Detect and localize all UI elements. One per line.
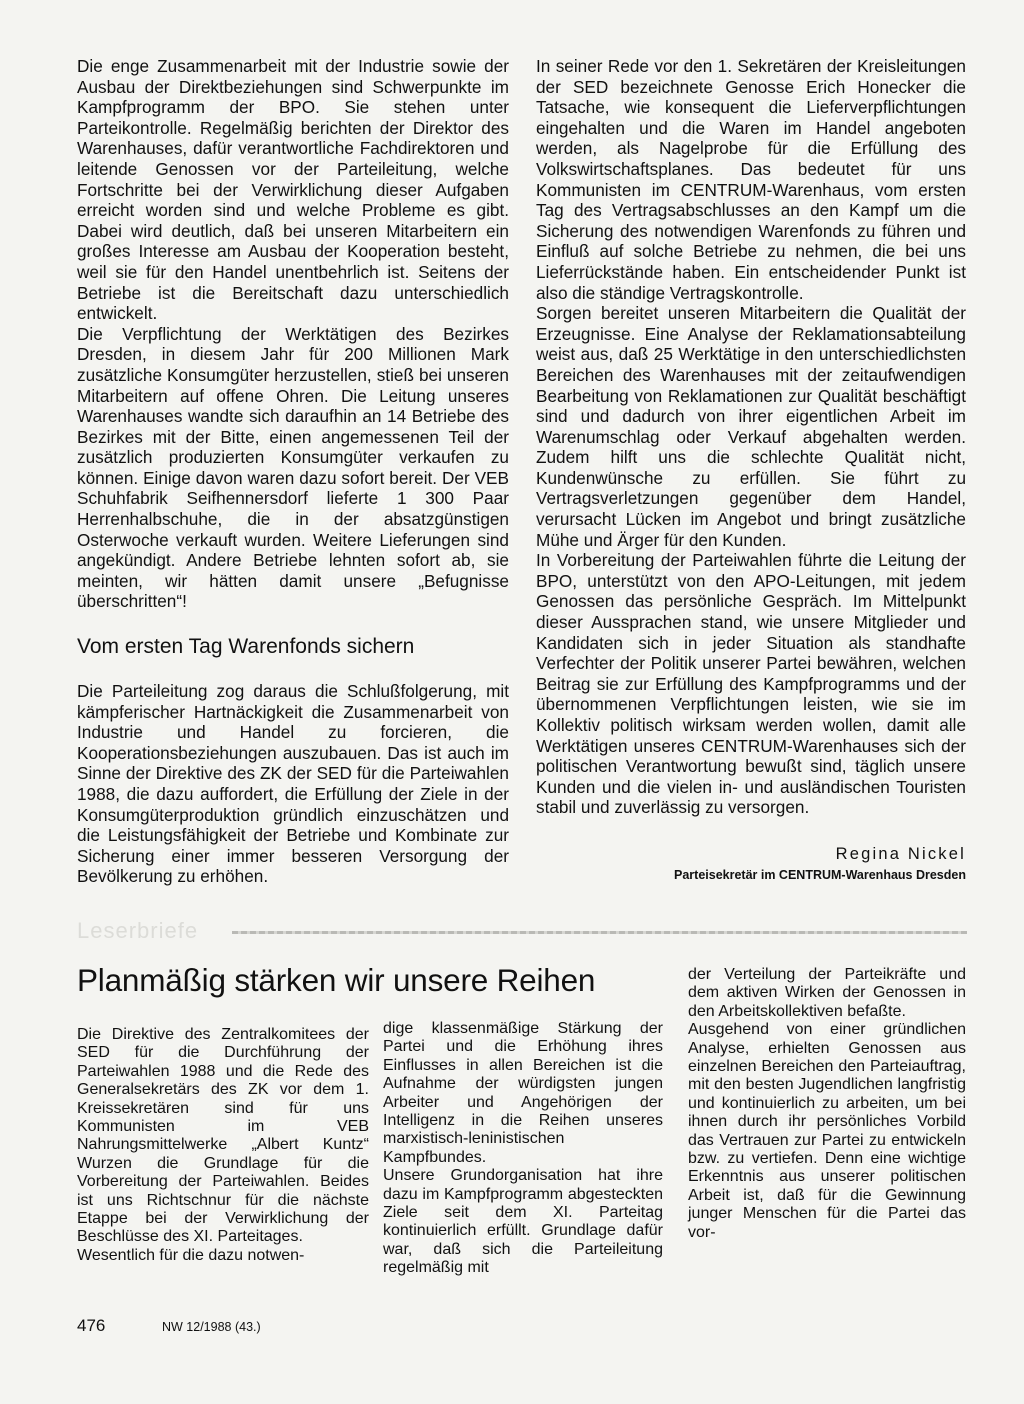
paragraph: Ausgehend von einer gründlichen Analyse, erhielten Genossen aus einzelnen Bereichen den Parteiauftrag, mit den besten Jugendlichen langfristig und kontinuierlich zu arbeiten, um bei ihnen durch ihr persönliches Vorbild das Vertrauen zur Partei zu entwickeln bzw. zu vertiefen. Denn eine wichtige Erkenntnis aus unserer politischen Arbeit ist, daß für die Gewinnung junger Menschen für die Partei das vor- [688,1021,966,1241]
letter-column-3 [688,966,966,1242]
letter-headline: Planmäßig stärken wir unsere Reihen [77,962,596,998]
article-column-left-continued [77,681,509,887]
paragraph: dige klassenmäßige Stärkung der Partei und die Erhöhung ihres Einflusses in allen Bereichen ist die Aufnahme der würdigsten jungen Arbeiter und Angehörigen der Intelligenz in die Reihen unseres marxistisch-leninistischen Kampfbundes. [383,1020,663,1166]
subheading: Vom ersten Tag Warenfonds sichern [77,635,415,658]
issue-label: NW 12/1988 (43.) [162,1320,261,1334]
paragraph: Die Verpflichtung der Werktätigen des Bezirkes Dresden, in diesem Jahr für 200 Millionen Mark zusätzliche Konsumgüter herzustellen, stieß bei unseren Mitarbeitern auf offene Ohren. Die Leitung unseres Warenhauses wandte sich daraufhin an 14 Betriebe des Bezirkes mit der Bitte, einen angemessenen Teil der zusätzlich produzierten Konsumgüter verkaufen zu können. Einige davon waren dazu sofort bereit. Der VEB Schuhfabrik Seifhennersdorf lieferte 1 300 Paar Herrenhalbschuhe, die in der absatzgünstigen Osterwoche verkauft wurden. Weitere Lieferungen sind angekündigt. Andere Betriebe lehnten sofort ab, sie meinten, wir hätten damit unsere „Befugnisse überschritten“! [77,323,509,612]
section-divider [232,931,967,934]
paragraph: Die enge Zusammenarbeit mit der Industrie sowie der Ausbau der Direktbeziehungen sind Schwerpunkte im Kampfprogramm der BPO. Sie stehen unter Parteikontrolle. Regelmäßig berichten der Direktor des Warenhauses, dafür verantwortliche Fachdirektoren und leitende Genossen vor der Parteileitung, welche Fortschritte bei der Verwirklichung dieser Aufgaben erreicht worden sind und welche Probleme es gibt. Dabei wird deutlich, daß bei unseren Mitarbeitern ein großes Interesse am Ausbau der Kooperation besteht, weil sie für den Handel unentbehrlich ist. Seitens der Betriebe ist die Bereitschaft dazu unterschiedlich entwickelt. [77,56,509,324]
paragraph: der Verteilung der Parteikräfte und dem aktiven Wirken der Genossen in den Arbeitskollektiven befaßte. [688,966,966,1020]
paragraph: Die Parteileitung zog daraus die Schlußfolgerung, mit kämpferischer Hartnäckigkeit die Zusammenarbeit von Industrie und Handel zu forcieren, die Kooperationsbeziehungen auszubauen. Das ist auch im Sinne der Direktive des ZK der SED für die Parteiwahlen 1988, die dazu auffordert, die Erfüllung der Ziele in der Konsumgüterproduktion gründlich einzuschätzen und die Leistungsfähigkeit der Betriebe und Kombinate zur Sicherung einer immer besseren Versorgung der Bevölkerung zu erhöhen. [77,681,509,887]
letter-column-1 [77,1026,369,1265]
paragraph: Wesentlich für die dazu notwen- [77,1246,305,1264]
article-column-left [77,56,509,612]
author-role: Parteisekretär im CENTRUM-Warenhaus Dresden [674,868,966,882]
section-label: Leserbriefe [77,918,199,943]
paragraph: In Vorbereitung der Parteiwahlen führte die Leitung der BPO, unterstützt von den APO-Leitungen, mit jedem Genossen das persönliche Gespräch. Im Mittelpunkt dieser Aussprachen stand, wie unsere Mitglieder und Kandidaten sich in jeder Situation als standhafte Verfechter der Politik unserer Partei bewähren, welchen Beitrag sie zur Erfüllung des Kampfprogramms und der übernommenen Verpflichtungen leisten, wie sie im Kollektiv politisch wirksam werden wollen, damit alle Werktätigen unseres CENTRUM-Warenhauses sich der politischen Verantwortung bewußt sind, täglich unsere Kunden und die vielen in- und ausländischen Touristen stabil und zuverlässig zu versorgen. [536,550,966,818]
paragraph: In seiner Rede vor den 1. Sekretären der Kreisleitungen der SED bezeichnete Genosse Erich Honecker die Tatsache, wie konsequent die Lieferverpflichtungen eingehalten und die Waren im Handel angeboten werden, als Nagelprobe für die Erfüllung des Volkswirtschaftsplanes. Das bedeutet für uns Kommunisten im CENTRUM-Warenhaus, vom ersten Tag des Vertragsabschlusses an den Kampf um die Sicherung des notwendigen Warenfonds zu führen und Einfluß auf solche Betriebe zu nehmen, die bei uns Lieferrückstände haben. Ein entscheidender Punkt ist also die ständige Vertragskontrolle. [536,56,966,303]
paragraph: Die Direktive des Zentralkomitees der SED für die Durchführung der Parteiwahlen 1988 und die Rede des Generalsekretärs des ZK vor dem 1. Kreissekretären sind für uns Kommunisten im VEB Nahrungsmittelwerke „Albert Kuntz“ Wurzen die Grundlage für die Vorbereitung der Parteiwahlen. Beides ist uns Richtschnur für die nächste Etappe bei der Verwirklichung der Beschlüsse des XI. Parteitages. [77,1026,369,1246]
letter-column-2 [383,1020,663,1278]
author-name: Regina Nickel [835,845,966,863]
paragraph: Unsere Grundorganisation hat ihre dazu im Kampfprogramm abgesteckten Ziele seit dem XI. Parteitag kontinuierlich erfüllt. Grundlage dafür war, daß sich die Parteileitung regelmäßig mit [383,1167,663,1277]
paragraph: Sorgen bereitet unseren Mitarbeitern die Qualität der Erzeugnisse. Eine Analyse der Reklamationsabteilung weist aus, daß 25 Werktätige in den unterschiedlichsten Bereichen des Warenhauses mit der zeitaufwendigen Bearbeitung von Reklamationen zur Qualität beschäftigt sind und dadurch von ihrer eigentlichen Arbeit im Warenumschlag oder Verkauf abgehalten werden. Zudem hilft uns die schlechte Qualität nicht, Kundenwünsche zu erfüllen. Sie führt zu Vertragsverletzungen gegenüber dem Handel, verursacht Lücken im Angebot und bringt zusätzliche Mühe und Ärger für den Kunden. [536,303,966,550]
page-number: 476 [77,1316,106,1335]
article-column-right [536,56,966,818]
